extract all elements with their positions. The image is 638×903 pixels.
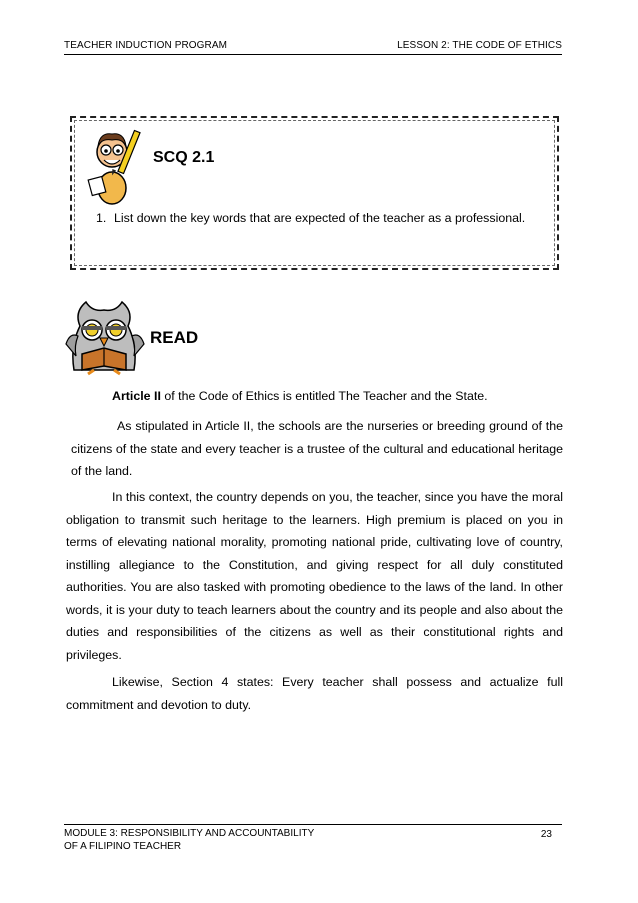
page-number: 23 [540,829,552,840]
context-text: In this context, the country depends on you, the teacher, since you have the moral obligation to transmit such heritage to the learners. High premium is placed on you in terms of elevating national morality, promoting national pride, cultivating love of country, instilling allegiance to the Constitution, and giving respect for all duly constituted authorities. You are also tasked with promoting obedience to the laws of the land. In other words, it is your duty to teach learners about the country and its people and also about the duties and responsibilities of the citizens as well as their constitutional rights and privileges. [66,490,563,662]
stipulated-text: As stipulated in Article II, the schools are the nurseries or breeding ground of the citizens of the state and every teacher is a trustee of the cultural and educational heritage of the land. [71,419,563,478]
paragraph-context [66,486,563,666]
scq-question [96,211,525,225]
teacher-pencil-icon [82,126,146,210]
article-bold: Article II [112,389,161,403]
read-title: READ [150,328,199,347]
owl-reading-icon [64,296,146,380]
page-header [64,38,562,55]
article-text: of the Code of Ethics is entitled The Teacher and the State. [160,389,488,403]
header-program: TEACHER INDUCTION PROGRAM [64,40,228,51]
section4-text: Likewise, Section 4 states: Every teacher shall possess and actualize full commitment and devotion to duty. [66,675,563,712]
footer-module-line2: OF A FILIPINO TEACHER [64,841,182,852]
scq-title: SCQ 2.1 [153,149,215,166]
paragraph-stipulated [71,415,563,483]
header-lesson: LESSON 2: THE CODE OF ETHICS [397,40,562,51]
scq-question-number: 1. [96,211,107,225]
page-footer [64,824,562,853]
scq-question-text: List down the key words that are expected of the teacher as a professional. [114,211,526,225]
paragraph-section4 [66,671,563,716]
footer-module-line1: MODULE 3: RESPONSIBILITY AND ACCOUNTABILITY [64,828,315,839]
paragraph-article [112,385,563,408]
